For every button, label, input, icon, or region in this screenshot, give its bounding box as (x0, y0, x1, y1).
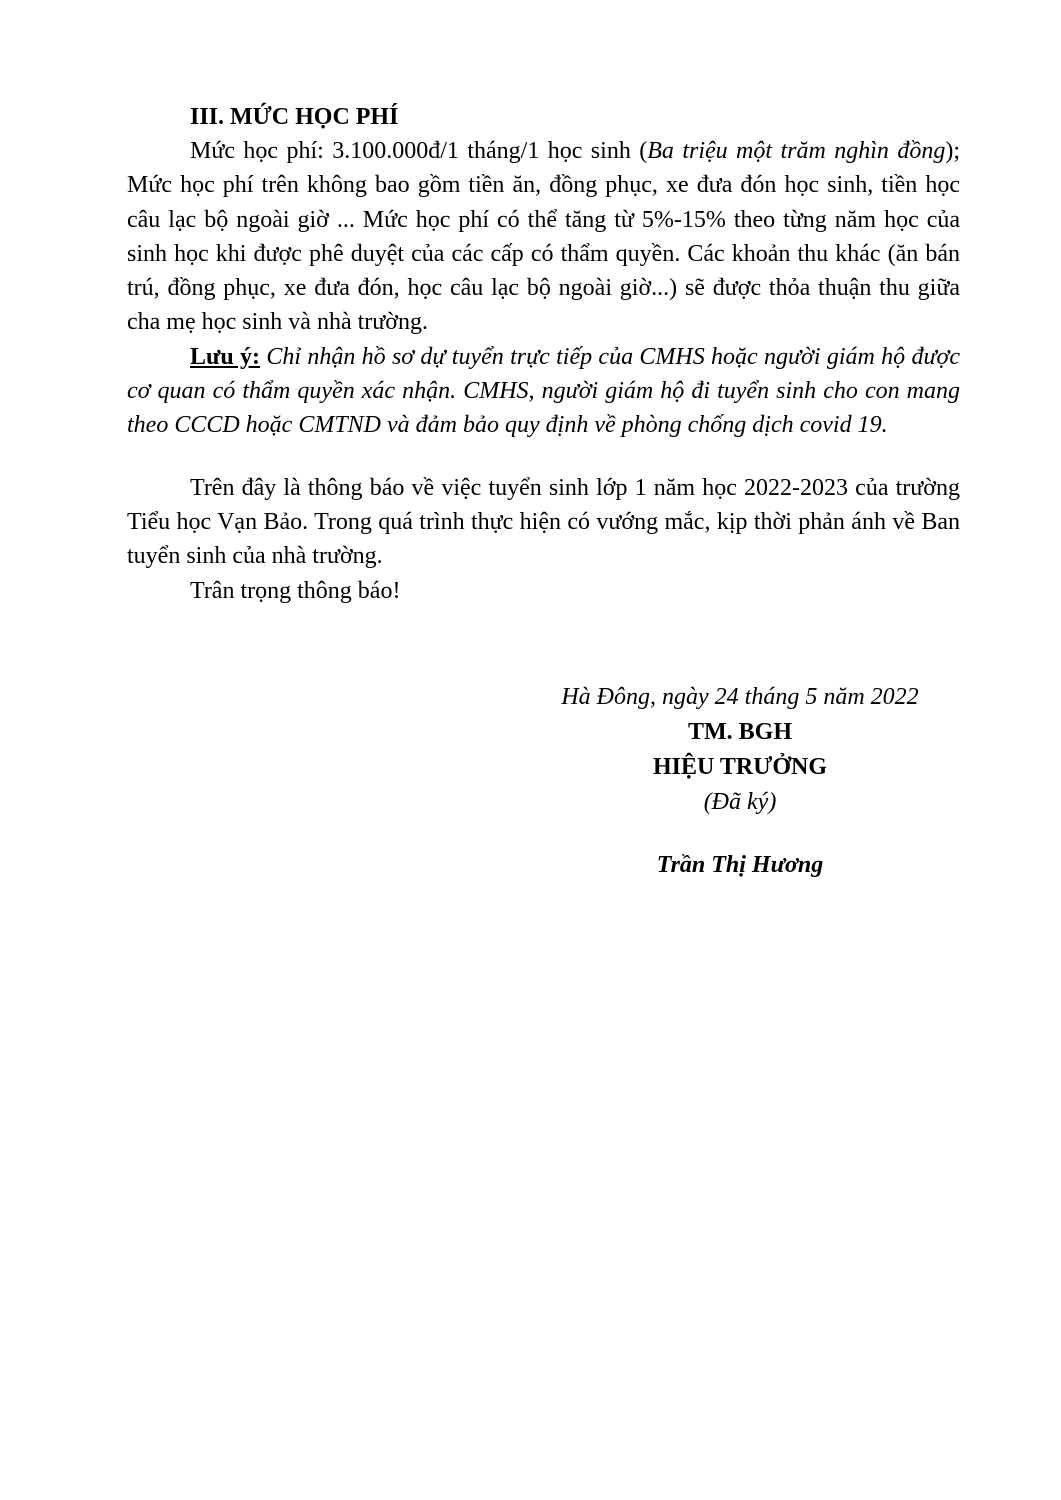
regards-line: Trân trọng thông báo! (190, 577, 401, 604)
signature-block (540, 680, 940, 883)
place-date: Hà Đông, ngày 24 tháng 5 năm 2022 (561, 684, 919, 710)
note-text: Chỉ nhận hồ sơ dự tuyển trực tiếp của CMHS hoặc người giám hộ được cơ quan có thẩm quyền xác nhận. CMHS, người giám hộ đi tuyển sinh cho con mang theo CCCD hoặc CMTND và đảm bảo quy định về phòng chống dịch covid 19. (127, 343, 960, 439)
fee-words-text: Ba triệu một trăm nghìn đồng (647, 138, 946, 164)
signed-note: (Đã ký) (703, 789, 777, 815)
paragraph-gap (127, 443, 960, 471)
fee-rest-text: ); Mức học phí trên không bao gồm tiền ăn, đồng phục, xe đưa đón học sinh, tiền học câu lạc bộ ngoài giờ ... Mức học phí có thể tăng từ 5%-15% theo từng năm học của sinh học khi được phê duyệt của các cấp có thẩm quyền. Các khoản thu khác (ăn bán trú, đồng phục, xe đưa đón, học câu lạc bộ ngoài giờ...) sẽ được thỏa thuận thu giữa cha mẹ học sinh và nhà trường. (127, 138, 960, 336)
signer-name: Trần Thị Hương (656, 852, 824, 878)
fee-paragraph (127, 134, 960, 340)
fee-lead-text: Mức học phí: 3.100.000đ/1 tháng/1 học sinh ( (190, 138, 648, 164)
note-label: Lưu ý: (190, 343, 261, 370)
on-behalf-label: TM. BGH (687, 719, 792, 745)
closing-paragraph: Trên đây là thông báo về việc tuyển sinh lớp 1 năm học 2022-2023 của trường Tiểu học Vạn Bảo. Trong quá trình thực hiện có vướng mắc, kịp thời phản ánh về Ban tuyển sinh của nhà trường. (127, 474, 960, 570)
note-paragraph (127, 340, 960, 443)
signer-title: HIỆU TRƯỞNG (652, 754, 828, 780)
document-body (127, 100, 960, 608)
section-heading: III. MỨC HỌC PHÍ (190, 104, 399, 130)
